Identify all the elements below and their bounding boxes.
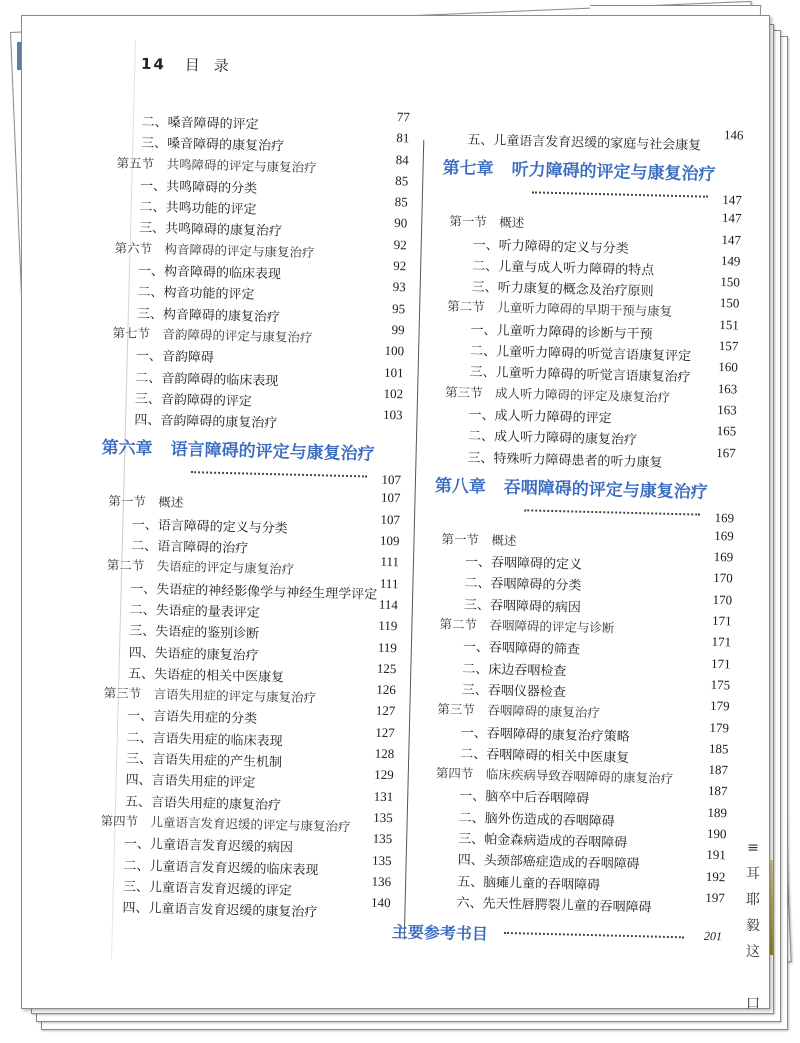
item-title: 三、特殊听力障碍患者的听力康复 [467,450,663,471]
section-title: 第三节 言语失用症的评定与康复治疗 [103,685,317,706]
item-title: 二、言语失用症的临床表现 [126,730,283,750]
item-page: 101 [383,364,404,380]
item-title: 三、构音障碍的康复治疗 [136,306,281,325]
item-title: 四、儿童语言发育迟缓的康复治疗 [122,900,318,921]
item-page: 190 [706,825,727,842]
leader-dots [524,505,700,515]
side-char: ≡ [747,840,759,856]
item-title: 一、儿童语言发育迟缓的病因 [123,836,294,856]
item-page: 90 [394,215,408,231]
item-page: 189 [707,804,728,821]
chapter-title [435,471,709,503]
chapter-page: 147 [722,192,743,208]
chapter-name: 听力障碍的评定与康复治疗 [511,160,716,186]
item-title: 四、失语症的康复治疗 [128,645,259,664]
section-title: 第三节 成人听力障碍的评定及康复治疗 [444,384,671,405]
item-title: 二、吞咽障碍的分类 [464,576,582,595]
item-page: 171 [710,655,731,672]
item-title: 五、脑瘫儿童的吞咽障碍 [456,874,601,893]
item-title: 二、嗓音障碍的评定 [141,114,259,133]
chapter-title [442,154,716,186]
chapter-number: 第六章 [101,438,153,460]
chapter-title [101,433,375,465]
section-page: 169 [714,527,734,544]
item-title: 三、言语失用症的产生机制 [125,751,283,771]
item-page: 136 [371,873,392,889]
item-page: 197 [705,889,726,906]
section-page: 171 [711,612,732,629]
item-title: 三、共鸣障碍的康复治疗 [138,221,283,240]
item-page: 125 [376,660,397,677]
item-page: 191 [706,847,727,863]
item-title: 四、言语失用症的评定 [125,772,256,792]
item-title: 三、吞咽障碍的病因 [463,597,582,616]
section-page: 111 [380,554,400,570]
item-title: 三、儿童听力障碍的听觉言语康复治疗 [469,365,691,386]
item-page: 77 [396,109,411,125]
item-title: 二、共鸣功能的评定 [139,200,257,218]
item-page: 179 [709,719,730,735]
section-title: 第四节 临床疾病导致吞咽障碍的康复治疗 [435,765,674,787]
item-page: 170 [712,570,733,586]
side-char: 这 [746,944,760,960]
item-page: 171 [711,634,732,650]
section-page: 187 [708,762,729,778]
item-title: 三、帕金森病造成的吞咽障碍 [458,831,628,851]
section-title: 第四节 儿童语言发育迟缓的评定与康复治疗 [100,812,351,835]
references-page: 201 [703,929,723,944]
section-page: 150 [719,295,740,311]
item-page: 100 [384,343,405,359]
chapter-page: 169 [714,509,735,526]
leader-dots [191,468,367,478]
item-page: 114 [378,596,399,613]
item-page: 187 [707,783,728,799]
item-page: 157 [718,338,739,354]
item-page: 127 [375,724,395,740]
item-page: 103 [382,406,403,423]
item-page: 170 [712,591,733,608]
item-page: 111 [379,575,399,591]
section-title: 第二节 吞咽障碍的评定与诊断 [439,616,615,636]
section-title: 第三节 吞咽障碍的康复治疗 [437,701,601,721]
item-page: 151 [719,316,740,333]
item-title: 三、吞咽仪器检查 [461,682,567,701]
section-title: 第一节 概述 [449,213,525,231]
item-page: 119 [377,639,398,655]
section-title: 第二节 儿童听力障碍的早期干预与康复 [447,298,673,320]
column-divider [404,140,425,940]
item-title: 一、构音障碍的临床表现 [137,263,282,283]
item-title: 一、成人听力障碍的评定 [468,407,612,427]
item-title: 三、儿童语言发育迟缓的评定 [122,879,293,899]
chapter-6-heading [101,429,402,498]
item-title: 一、吞咽障碍的筛查 [462,640,581,659]
item-page: 131 [373,788,394,804]
item-title: 二、儿童听力障碍的听觉言语康复评定 [469,344,692,365]
item-title: 二、语言障碍的治疗 [131,538,249,557]
item-title: 一、言语失用症的分类 [126,709,258,728]
item-page: 167 [716,444,736,461]
item-title: 一、儿童听力障碍的诊断与干预 [470,322,653,343]
item-page: 135 [372,852,392,868]
item-title: 一、吞咽障碍的定义 [464,555,583,573]
section-page: 84 [395,151,409,167]
item-page: 85 [394,194,408,210]
section-title: 第一节 概述 [441,531,517,548]
item-title: 二、脑外伤造成的吞咽障碍 [458,810,615,830]
item-title: 二、儿童与成人听力障碍的特点 [472,258,655,279]
leader-dots [504,932,684,938]
item-page: 163 [717,401,737,418]
item-title: 四、头颈部癌症造成的吞咽障碍 [457,853,640,873]
running-head-label: 目录 [184,55,243,76]
section-title: 第七节 音韵障碍的评定与康复治疗 [112,325,313,346]
page-number: 14 [140,54,167,74]
item-title: 三、嗓音障碍的康复治疗 [140,136,285,155]
chapter-number: 第八章 [434,475,487,498]
item-page: 102 [383,385,404,402]
item-title: 六、先天性唇腭裂儿童的吞咽障碍 [456,895,652,916]
item-page: 175 [710,676,731,693]
item-title: 三、听力康复的概念及治疗原则 [471,280,654,300]
item-page: 149 [720,252,741,269]
item-page: 169 [713,549,734,565]
references-entry [391,920,724,957]
item-title: 三、失语症的鉴别诊断 [129,623,260,643]
leader-dots [532,188,708,198]
left-entries-after [90,491,400,924]
chapter-name: 语言障碍的评定与康复治疗 [170,440,375,466]
item-title: 五、言语失用症的康复治疗 [124,794,282,814]
item-page: 107 [380,511,401,528]
item-page: 147 [721,231,742,248]
item-page: 109 [379,532,400,549]
item-title: 五、失语症的相关中医康复 [127,666,285,686]
section-page: 126 [376,681,397,698]
item-title: 二、构音功能的评定 [137,285,255,304]
item-page: 92 [393,258,407,274]
section-page: 163 [717,380,738,397]
references-title: 主要参考书目 [391,922,489,944]
section-page: 107 [380,490,401,506]
section-title: 第二节 失语症的评定与康复治疗 [106,557,295,578]
item-page: 146 [723,127,744,143]
item-title: 二、儿童语言发育迟缓的临床表现 [123,858,319,878]
side-char: 耳 [746,866,760,882]
item-title: 二、吞咽障碍的相关中医康复 [460,746,630,766]
item-page: 160 [718,359,739,375]
item-page: 150 [720,274,741,290]
chapter-name: 吞咽障碍的评定与康复治疗 [503,477,708,503]
section-page: 179 [709,698,730,714]
section-title: 第五节 共鸣障碍的评定与康复治疗 [116,154,317,175]
section-page: 92 [393,236,407,253]
item-page: 81 [396,130,410,146]
item-page: 128 [374,745,395,762]
item-title: 一、语言障碍的定义与分类 [131,517,288,537]
item-title: 一、音韵障碍 [135,349,215,366]
item-page: 185 [708,740,729,757]
item-page: 165 [716,423,737,439]
chapter-page: 107 [381,472,402,488]
item-page: 95 [391,300,406,316]
item-title: 四、音韵障碍的康复治疗 [134,412,278,432]
item-title: 三、音韵障碍的评定 [134,391,253,410]
chapter-8-heading [434,467,735,536]
item-title: 二、床边吞咽检查 [462,661,567,680]
left-entries-before [102,110,410,437]
side-char: 耶 [746,892,760,908]
running-head [141,53,243,76]
item-page: 127 [375,703,396,719]
item-title: 五、儿童语言发育迟缓的家庭与社会康复 [467,132,702,154]
section-page: 99 [391,321,405,338]
toc-left-column [90,110,410,924]
item-title: 二、音韵障碍的临床表现 [135,370,279,389]
section-title: 第六节 构音障碍的评定与康复治疗 [114,239,315,260]
item-page: 129 [374,767,394,783]
section-title: 第一节 概述 [108,493,184,511]
item-page: 135 [372,830,393,847]
section-page: 135 [373,809,393,826]
chapter-8-entries [424,529,733,920]
item-page: 93 [392,279,406,295]
item-title: 二、失语症的量表评定 [129,602,260,621]
chapter-7-heading [442,150,743,219]
item-page: 192 [705,868,726,884]
side-char: 毅 [746,918,760,934]
chapter-number: 第七章 [442,158,494,180]
item-title: 一、共鸣障碍的分类 [139,178,258,197]
item-title: 二、成人听力障碍的康复治疗 [467,429,638,449]
item-page: 140 [370,894,391,911]
item-page: 119 [378,618,398,634]
chapter-7-entries [435,211,741,474]
item-title: 一、听力障碍的定义与分类 [472,237,629,257]
side-char: 口 [746,996,760,1012]
item-title: 一、吞咽障碍的康复治疗策略 [460,725,630,745]
item-page: 85 [395,172,409,189]
item-title: 一、失语症的神经影像学与神经生理学评定 [130,581,378,603]
item-title: 一、脑卒中后吞咽障碍 [459,789,590,808]
section-page: 147 [721,210,742,226]
